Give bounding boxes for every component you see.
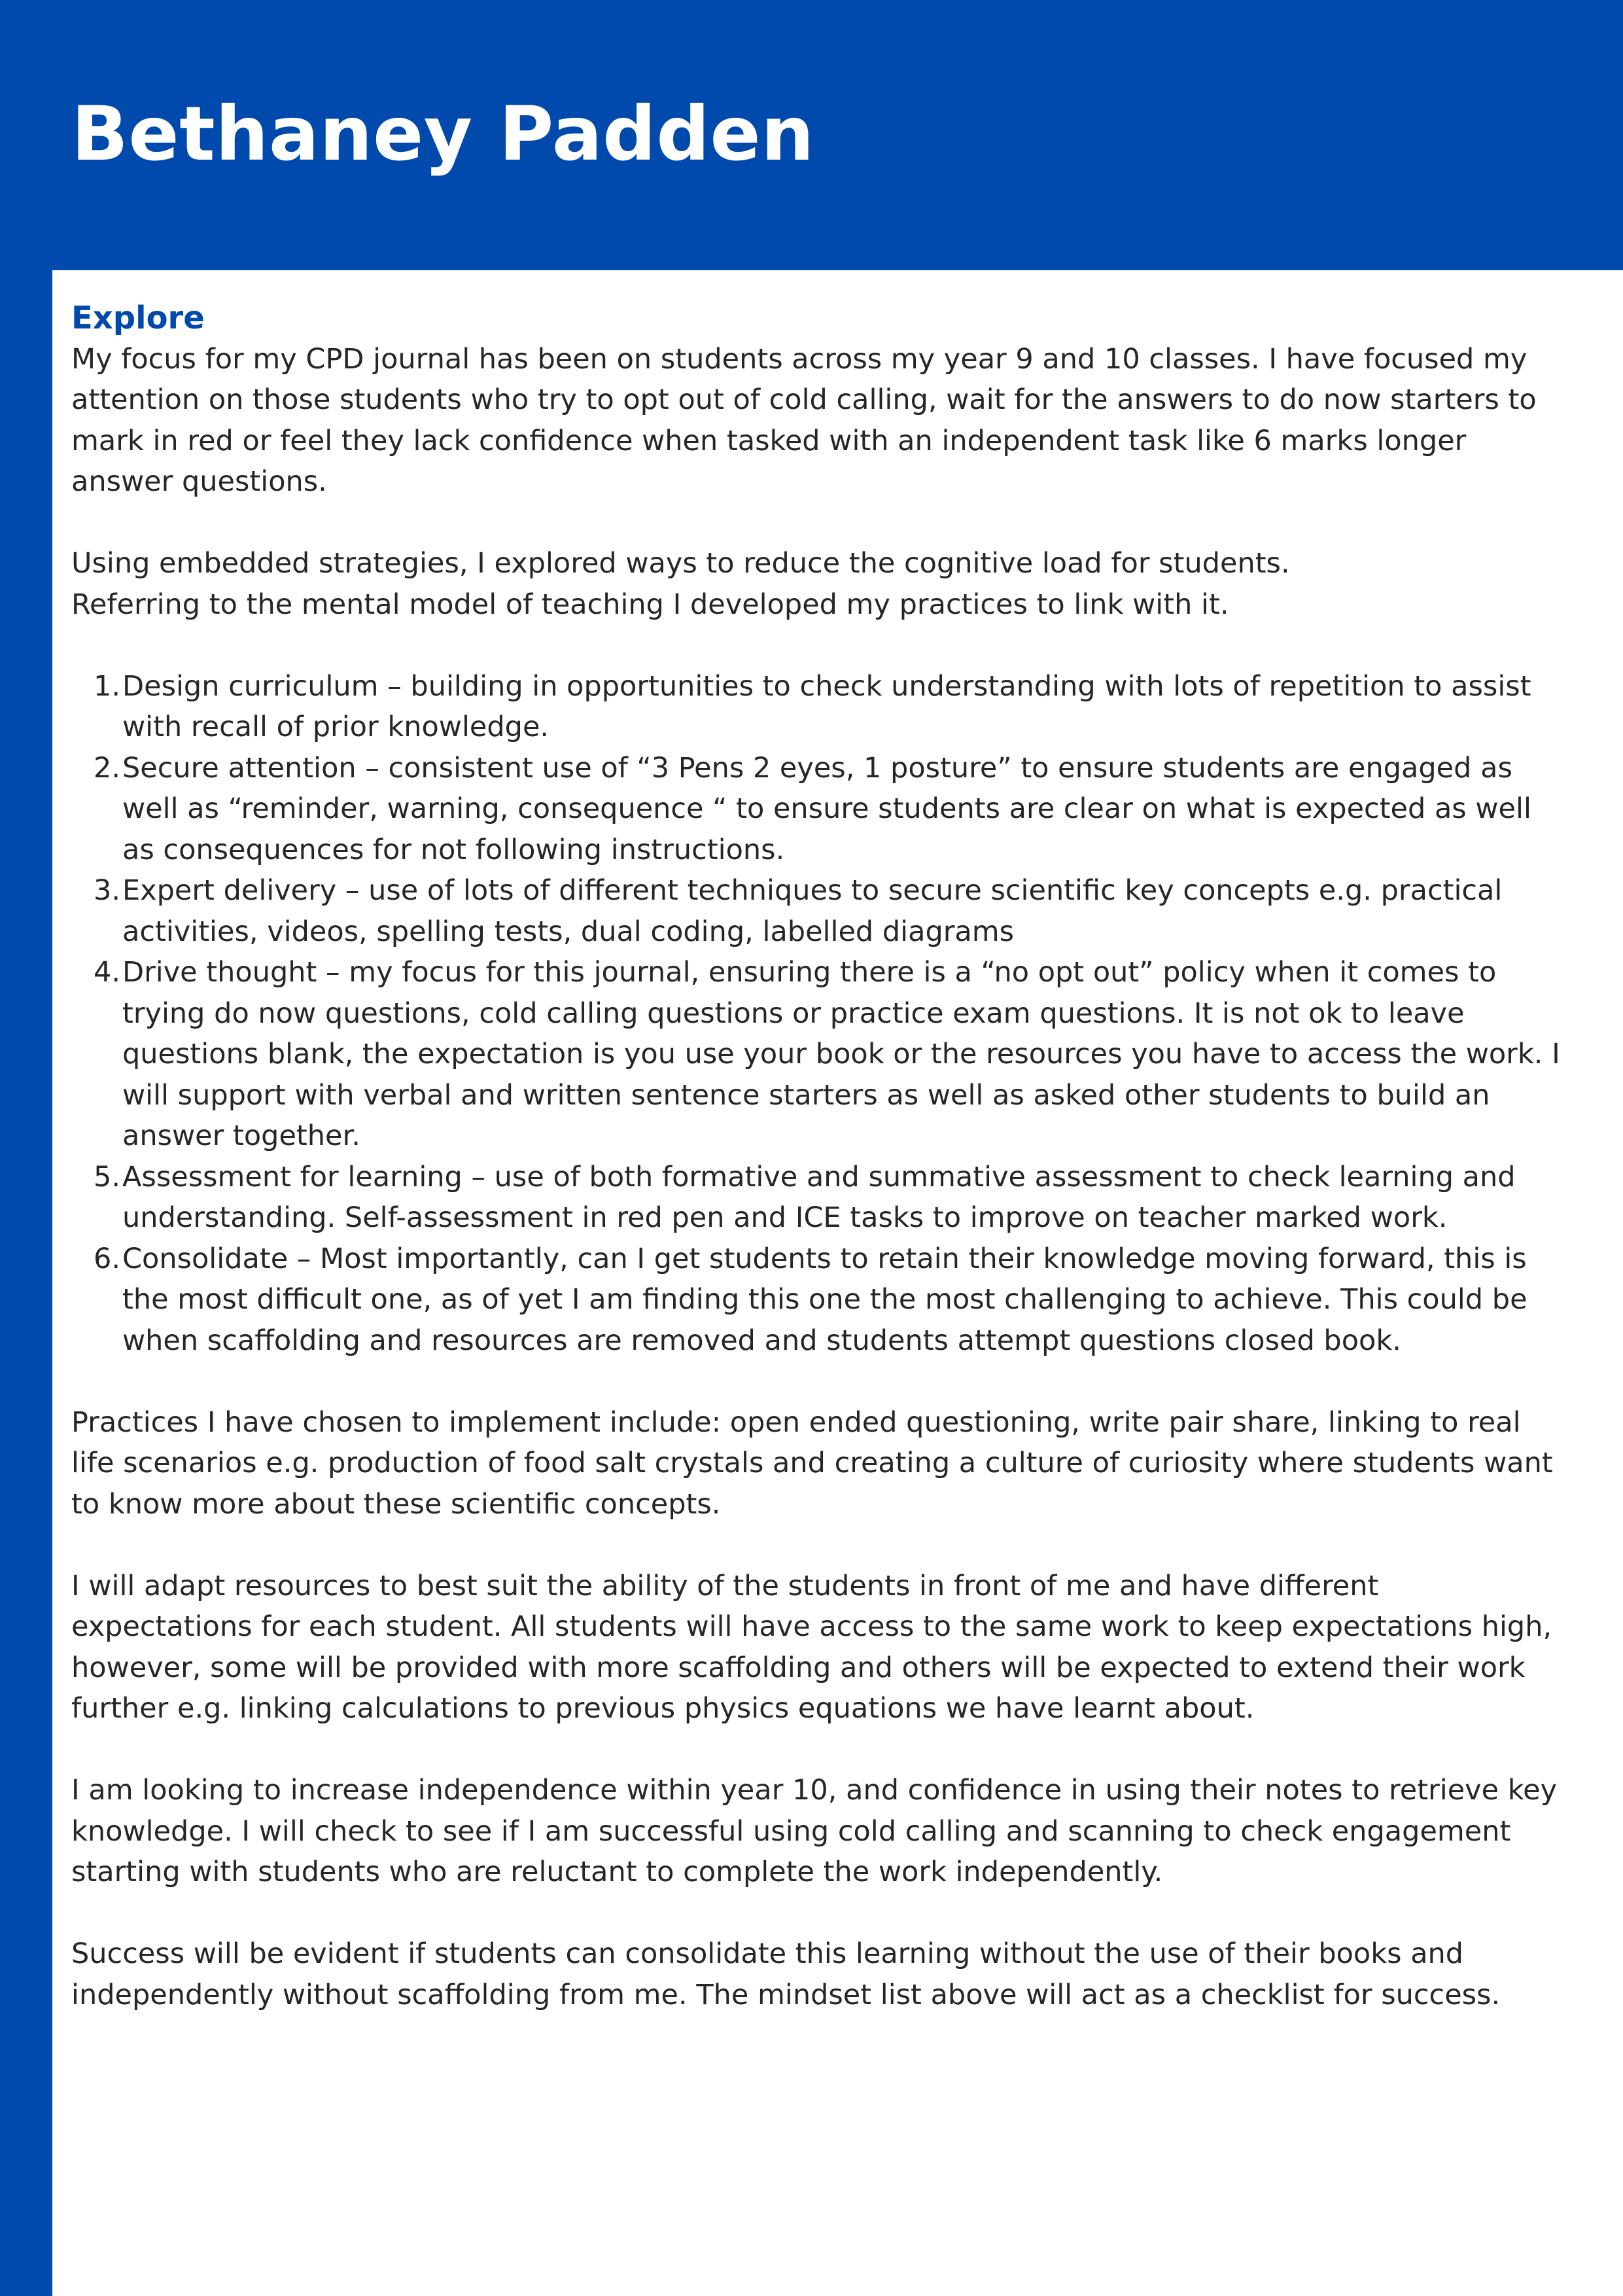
paragraph-spacer [71, 1525, 1563, 1566]
section-heading: Explore [71, 300, 205, 336]
list-item-number: 4. [94, 956, 121, 989]
success-paragraph: Success will be evident if students can consolidate this learning without the use of their books and independently without scaffolding from me. The mindset list above will act as a checklist for success. [71, 1937, 1501, 2011]
list-item [71, 1157, 1563, 1239]
list-item [71, 870, 1563, 952]
list-item-text: Design curriculum – building in opportunities to check understanding with lots of repetition to assist with recall of prior knowledge. [122, 669, 1531, 743]
paragraph-spacer [71, 625, 1563, 666]
list-item [71, 666, 1563, 748]
intro-paragraph: My focus for my CPD journal has been on students across my year 9 and 10 classes. I have focused my attention on those students who try to opt out of cold calling, wait for the answers to do now starters to mark in red or feel they lack confidence when tasked with an independent task like 6 marks longer answer questions. [71, 342, 1537, 498]
practices-paragraph: Practices I have chosen to implement include: open ended questioning, write pair share, linking to real life scenarios e.g. production of food salt crystals and creating a culture of curiosity where students want to know more about these scientific concepts. [71, 1405, 1553, 1521]
paragraph-spacer [71, 1729, 1563, 1771]
list-item-number: 6. [94, 1242, 121, 1275]
adapt-paragraph: I will adapt resources to best suit the ability of the students in front of me and have different expectations for each student. All students will have access to the same work to keep expectations high, however, some will be provided with more scaffolding and others will be expected to extend their work further e.g. linking calculations to previous physics equations we have learnt about. [71, 1569, 1552, 1725]
independence-paragraph: I am looking to increase independence within year 10, and confidence in using their notes to retrieve key knowledge. I will check to see if I am successful using cold calling and scanning to check engagement starting with students who are reluctant to complete the work independently. [71, 1774, 1558, 1888]
paragraph-spacer [71, 1893, 1563, 1934]
page-title: Bethaney Padden [71, 90, 814, 177]
list-item-text: Drive thought – my focus for this journal, ensuring there is a “no opt out” policy when it comes to trying do now questions, cold calling questions or practice exam questions. It is not ok to leave questions blank, the expectation is you use your book or the resources you have to access the work. I will support with verbal and written sentence starters as well as asked other students to build an answer together. [122, 956, 1560, 1152]
document-body [71, 298, 1563, 2015]
teaching-model-list [71, 666, 1563, 1362]
paragraph-spacer [71, 1361, 1563, 1402]
list-item-number: 3. [94, 874, 121, 907]
list-item-number: 1. [94, 669, 121, 703]
list-item [71, 748, 1563, 871]
list-item-text: Secure attention – consistent use of “3 Pens 2 eyes, 1 posture” to ensure students are engaged as well as “reminder, warning, consequence “ to ensure students are clear on what is expected as well as consequences for not following instructions. [122, 751, 1531, 866]
list-item-text: Consolidate – Most importantly, can I get students to retain their knowledge moving forward, this is the most difficult one, as of yet I am finding this one the most challenging to achieve. This could be when scaffolding and resources are removed and students attempt questions closed book. [122, 1242, 1527, 1357]
list-item [71, 952, 1563, 1157]
list-item [71, 1239, 1563, 1362]
strategies-line-2: Referring to the mental model of teaching I developed my practices to link with it. [71, 588, 1229, 621]
list-item-text: Assessment for learning – use of both formative and summative assessment to check learning and understanding. Self-assessment in red pen and ICE tasks to improve on teacher marked work. [122, 1160, 1516, 1234]
list-item-number: 2. [94, 751, 121, 785]
left-accent-bar [0, 270, 52, 2296]
strategies-line-1: Using embedded strategies, I explored ways to reduce the cognitive load for students. [71, 547, 1290, 580]
list-item-number: 5. [94, 1160, 121, 1193]
list-item-text: Expert delivery – use of lots of different techniques to secure scientific key concepts e.g. practical activities, videos, spelling tests, dual coding, labelled diagrams [122, 874, 1503, 948]
paragraph-spacer [71, 503, 1563, 544]
header-band [0, 0, 1623, 270]
